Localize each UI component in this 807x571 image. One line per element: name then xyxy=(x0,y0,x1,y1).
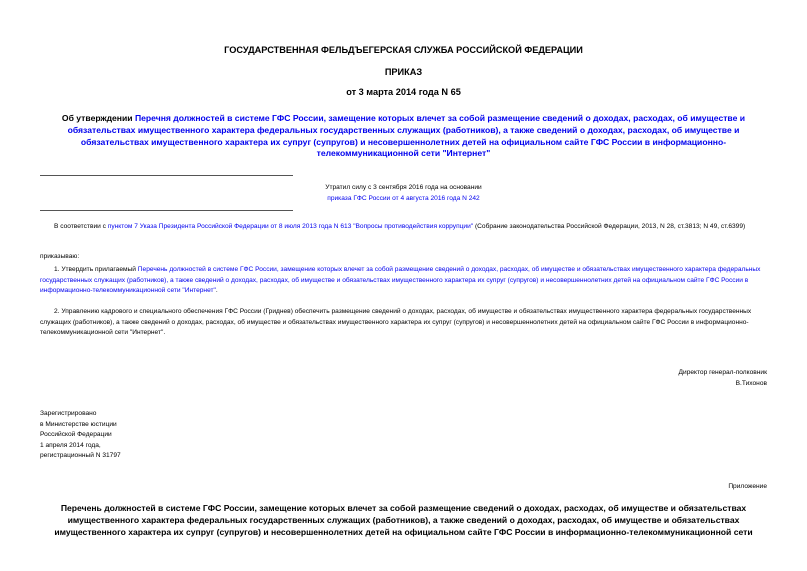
status-line: Утратил силу с 3 сентября 2016 года на основании xyxy=(325,184,482,191)
signature xyxy=(467,368,767,389)
title-prefix: Об утверждении xyxy=(61,113,135,123)
registration-line: Российской Федерации xyxy=(40,431,112,438)
preamble-text: В соответствии с xyxy=(54,223,108,230)
title-link[interactable]: Перечня должностей в системе ГФС России, замещение которых влечет за собой размещение сведений о доходах, расходах, об имуществе и обязательствах имущественного характера федеральных государственных служащих (работников), а также сведений о доходах, расходах, об имуществе и обязательствах имущественного характера их супруг (супругов) и несовершеннолетних детей на официальном сайте ГФС России в информационно-телекоммуникационной сети "Интернет" xyxy=(67,113,746,159)
doc-date-number: от 3 марта 2014 года N 65 xyxy=(346,87,461,97)
status-note xyxy=(270,183,537,204)
appendix-title: Перечень должностей в системе ГФС России, замещение которых влечет за собой размещение сведений о доходах, расходах, об имуществе и обязательствах имущественного характера федеральных государственных служащих (работников), а также сведений о доходах, расходах, об имуществе и обязательствах имущественного характера их супруг (супругов) и несовершеннолетних детей на официальном сайте ГФС России в информационно-телекоммуникационной сети xyxy=(54,503,753,537)
signature-name: В.Тихонов xyxy=(735,379,767,387)
preamble-link[interactable]: пунктом 7 Указа Президента Российской Федерации от 8 июля 2013 года N 613 "Вопросы противодействия коррупции" xyxy=(107,223,474,230)
order-item-1 xyxy=(40,265,767,297)
registration-line: Зарегистрировано xyxy=(40,410,97,417)
divider-top xyxy=(40,175,293,176)
appendix-label: Приложение xyxy=(728,483,767,490)
registration-note xyxy=(40,409,290,462)
status-link[interactable]: приказа ГФС России от 4 августа 2016 года N 242 xyxy=(327,194,480,202)
agency-name: ГОСУДАРСТВЕННАЯ ФЕЛЬДЪЕГЕРСКАЯ СЛУЖБА РОССИЙСКОЙ ФЕДЕРАЦИИ xyxy=(224,45,583,55)
item1-text: 1. Утвердить прилагаемый xyxy=(54,266,138,273)
preamble xyxy=(40,222,767,233)
divider-bottom xyxy=(40,210,293,211)
registration-line: регистрационный N 31797 xyxy=(40,452,121,459)
registration-line: 1 апреля 2014 года, xyxy=(40,441,101,449)
preamble-citation: (Собрание законодательства Российской Федерации, 2013, N 28, ст.3813; N 49, ст.6399) xyxy=(473,223,746,230)
item1-link[interactable]: Перечень должностей в системе ГФС России, замещение которых влечет за собой размещение сведений о доходах, расходах, об имуществе и обязательствах имущественного характера федеральных государственных служащих (работников), а также сведений о доходах, расходах, об имуществе и обязательствах имущественного характера их супруг (супругов) и несовершеннолетних детей на официальном сайте ГФС России в информационно-телекоммуникационной сети "Интернет" xyxy=(40,266,761,294)
registration-line: в Министерстве юстиции xyxy=(40,420,117,428)
document-title xyxy=(40,113,767,160)
order-item-2: 2. Управлению кадрового и специального обеспечения ГФС России (Гриднев) обеспечить размещение сведений о доходах, расходах, об имуществе и обязательствах имущественного характера федеральных государственных служащих (работников), а также сведений о доходах, расходах, об имуществе и обязательствах имущественного характера их супруг (супругов) и несовершеннолетних детей на официальном сайте ГФС России в информационно-телекоммуникационной сети "Интернет". xyxy=(40,308,752,336)
item1-end: . xyxy=(215,287,218,294)
order-word: приказываю: xyxy=(40,253,80,260)
signature-position: Директор генерал-полковник xyxy=(678,369,767,376)
doc-type: ПРИКАЗ xyxy=(384,67,423,77)
